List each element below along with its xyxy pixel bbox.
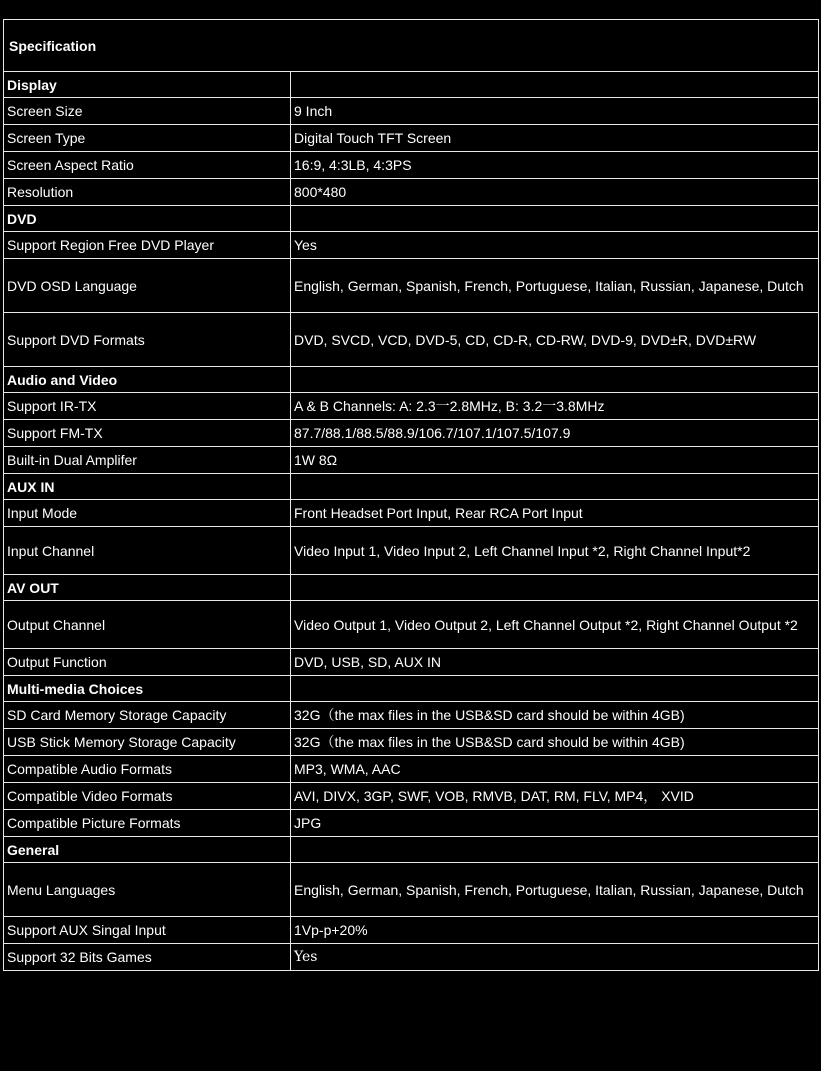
section-header-row xyxy=(4,474,819,500)
spec-value: 32G（the max files in the USB&SD card should be within 4GB) xyxy=(291,702,819,729)
table-row xyxy=(4,917,819,944)
table-row xyxy=(4,125,819,152)
spec-value: DVD, SVCD, VCD, DVD-5, CD, CD-R, CD-RW, DVD-9, DVD±R, DVD±RW xyxy=(291,313,819,367)
spec-value: DVD, USB, SD, AUX IN xyxy=(291,649,819,676)
section-header-row xyxy=(4,72,819,98)
spec-value: 32G（the max files in the USB&SD card should be within 4GB) xyxy=(291,729,819,756)
spec-label: Compatible Audio Formats xyxy=(4,756,291,783)
spec-value: Video Input 1, Video Input 2, Left Channel Input *2, Right Channel Input*2 xyxy=(291,527,819,575)
spec-value: JPG xyxy=(291,810,819,837)
spec-label: DVD OSD Language xyxy=(4,259,291,313)
section-header-row xyxy=(4,206,819,232)
spec-label: Support Region Free DVD Player xyxy=(4,232,291,259)
section-title-display: Display xyxy=(4,72,291,98)
section-title-general: General xyxy=(4,837,291,863)
spec-value: 1W 8Ω xyxy=(291,447,819,474)
spec-label: Built-in Dual Amplifer xyxy=(4,447,291,474)
spec-value: A & B Channels: A: 2.3一2.8MHz, B: 3.2一3.8MHz xyxy=(291,393,819,420)
spec-label: Support DVD Formats xyxy=(4,313,291,367)
spec-value: English, German, Spanish, French, Portuguese, Italian, Russian, Japanese, Dutch xyxy=(291,863,819,917)
spec-label: USB Stick Memory Storage Capacity xyxy=(4,729,291,756)
spec-value: 800*480 xyxy=(291,179,819,206)
spec-value: Front Headset Port Input, Rear RCA Port Input xyxy=(291,500,819,527)
spec-value: AVI, DIVX, 3GP, SWF, VOB, RMVB, DAT, RM, FLV, MP4， XVID xyxy=(291,783,819,810)
section-empty-cell xyxy=(291,72,819,98)
section-header-row xyxy=(4,676,819,702)
table-row xyxy=(4,810,819,837)
table-row xyxy=(4,649,819,676)
table-row xyxy=(4,152,819,179)
table-row xyxy=(4,179,819,206)
spec-label: Support FM-TX xyxy=(4,420,291,447)
table-row xyxy=(4,702,819,729)
section-title-aux-in: AUX IN xyxy=(4,474,291,500)
table-row xyxy=(4,420,819,447)
section-title-audio-video: Audio and Video xyxy=(4,367,291,393)
spec-value: 9 Inch xyxy=(291,98,819,125)
section-header-row xyxy=(4,367,819,393)
spec-value: 87.7/88.1/88.5/88.9/106.7/107.1/107.5/107.9 xyxy=(291,420,819,447)
spec-label: Support AUX Singal Input xyxy=(4,917,291,944)
table-row xyxy=(4,783,819,810)
table-row xyxy=(4,500,819,527)
table-row xyxy=(4,393,819,420)
spec-label: Menu Languages xyxy=(4,863,291,917)
spec-value: 16:9, 4:3LB, 4:3PS xyxy=(291,152,819,179)
section-title-av-out: AV OUT xyxy=(4,575,291,601)
spec-label: SD Card Memory Storage Capacity xyxy=(4,702,291,729)
title-row xyxy=(4,20,819,72)
section-header-row xyxy=(4,837,819,863)
table-row xyxy=(4,313,819,367)
spec-value: MP3, WMA, AAC xyxy=(291,756,819,783)
section-title-multi-media: Multi-media Choices xyxy=(4,676,291,702)
spec-value: Video Output 1, Video Output 2, Left Channel Output *2, Right Channel Output *2 xyxy=(291,601,819,649)
section-header-row xyxy=(4,575,819,601)
table-row xyxy=(4,232,819,259)
spec-label: Compatible Video Formats xyxy=(4,783,291,810)
table-row xyxy=(4,729,819,756)
spec-value: Digital Touch TFT Screen xyxy=(291,125,819,152)
section-title-dvd: DVD xyxy=(4,206,291,232)
spec-value: Yes xyxy=(291,232,819,259)
table-row xyxy=(4,601,819,649)
table-row xyxy=(4,527,819,575)
section-empty-cell xyxy=(291,837,819,863)
spec-label: Support IR-TX xyxy=(4,393,291,420)
table-row xyxy=(4,863,819,917)
spec-label: Input Mode xyxy=(4,500,291,527)
spec-label: Support 32 Bits Games xyxy=(4,944,291,971)
section-empty-cell xyxy=(291,206,819,232)
table-row xyxy=(4,756,819,783)
spec-label: Screen Aspect Ratio xyxy=(4,152,291,179)
table-row xyxy=(4,259,819,313)
table-row xyxy=(4,944,819,971)
table-row xyxy=(4,447,819,474)
section-empty-cell xyxy=(291,474,819,500)
spec-label: Output Channel xyxy=(4,601,291,649)
spec-label: Output Function xyxy=(4,649,291,676)
spec-label: Input Channel xyxy=(4,527,291,575)
section-empty-cell xyxy=(291,367,819,393)
page-title: Specification xyxy=(4,20,819,72)
spec-value: English, German, Spanish, French, Portuguese, Italian, Russian, Japanese, Dutch xyxy=(291,259,819,313)
spec-label: Resolution xyxy=(4,179,291,206)
spec-label: Screen Type xyxy=(4,125,291,152)
spec-value: 1Vp-p+20% xyxy=(291,917,819,944)
spec-value: Yes xyxy=(291,944,819,971)
section-empty-cell xyxy=(291,676,819,702)
specification-table xyxy=(3,19,819,971)
spec-label: Screen Size xyxy=(4,98,291,125)
section-empty-cell xyxy=(291,575,819,601)
table-row xyxy=(4,98,819,125)
spec-label: Compatible Picture Formats xyxy=(4,810,291,837)
